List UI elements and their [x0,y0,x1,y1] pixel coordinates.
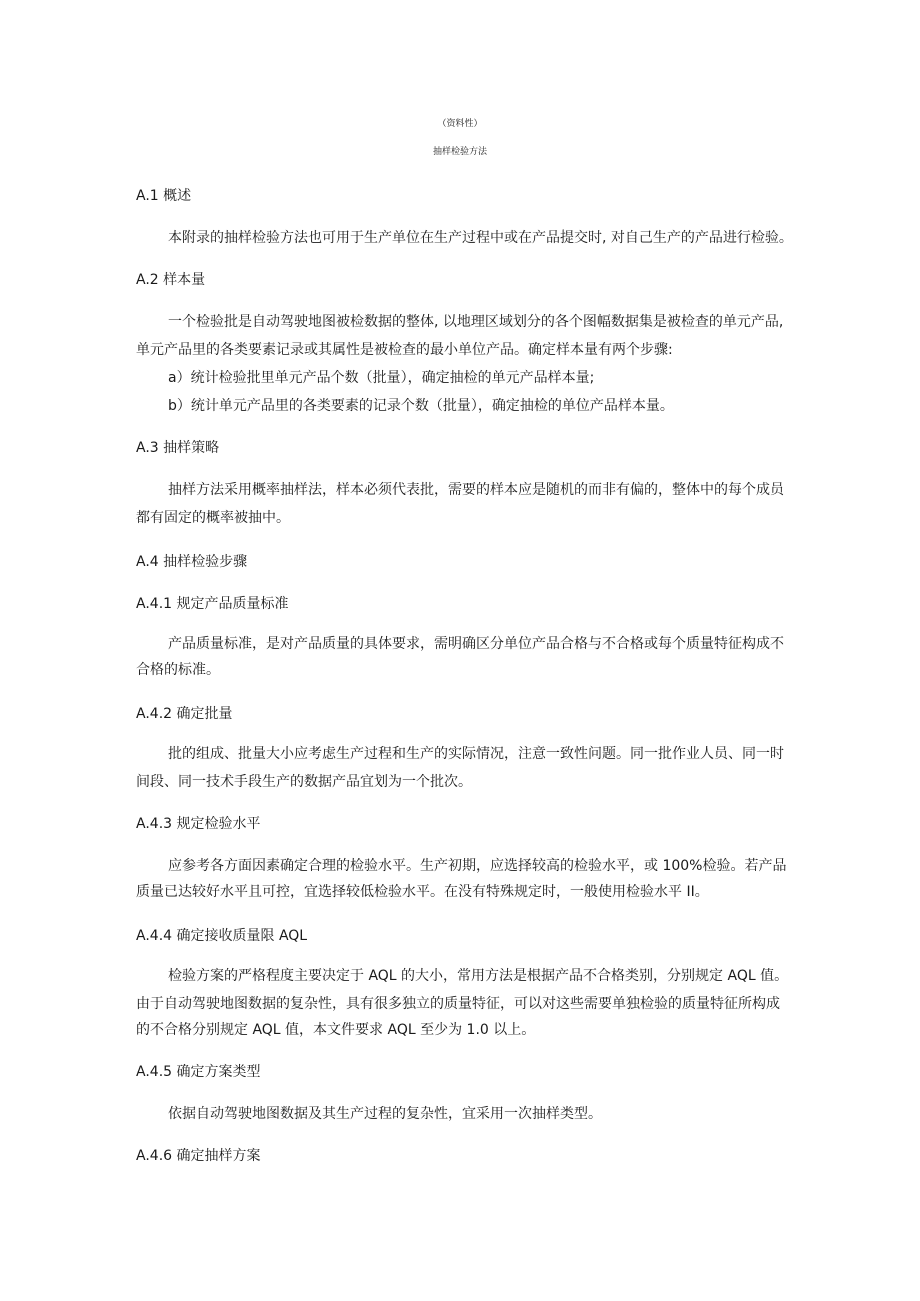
annex-title: 抽样检验方法 [432,147,487,157]
section-a42-paragraph-line-2: 间段、同一技术手段生产的数据产品宜划为一个批次。 [136,774,472,790]
section-a41-paragraph-line-2: 合格的标准。 [136,662,220,678]
section-a4-heading: A.4 抽样检验步骤 [136,554,248,570]
section-a2-paragraph-line-2: 单元产品里的各类要素记录或其属性是被检查的最小单位产品。确定样本量有两个步骤: [136,342,673,358]
section-a2-list-item-b: b）统计单元产品里的各类要素的记录个数（批量），确定抽检的单位产品样本量。 [168,398,674,414]
section-a2-list-item-a: a）统计检验批里单元产品个数（批量），确定抽检的单元产品样本量; [168,370,595,386]
section-a43-heading: A.4.3 规定检验水平 [136,816,261,832]
section-a44-paragraph-line-1: 检验方案的严格程度主要决定于 AQL 的大小，常用方法是根据产品不合格类别，分别规定 AQL 值。 [168,968,789,984]
section-a3-paragraph-line-1: 抽样方法采用概率抽样法，样本必须代表批，需要的样本应是随机的而非有偏的，整体中的每个成员 [168,482,784,498]
section-a3-paragraph-line-2: 都有固定的概率被抽中。 [136,510,290,526]
section-a2-heading: A.2 样本量 [136,272,206,288]
section-a1-paragraph: 本附录的抽样检验方法也可用于生产单位在生产过程中或在产品提交时, 对自己生产的产品进行检验。 [168,230,793,246]
section-a44-paragraph-line-3: 的不合格分别规定 AQL 值，本文件要求 AQL 至少为 1.0 以上。 [136,1022,536,1038]
section-a41-paragraph-line-1: 产品质量标准，是对产品质量的具体要求，需明确区分单位产品合格与不合格或每个质量特征构成不 [168,636,784,652]
section-a42-heading: A.4.2 确定批量 [136,706,233,722]
section-a44-heading: A.4.4 确定接收质量限 AQL [136,928,308,944]
section-a2-paragraph-line-1: 一个检验批是自动驾驶地图被检数据的整体, 以地理区域划分的各个图幅数据集是被检查的单元产品, [168,314,784,330]
section-a43-paragraph-line-1: 应参考各方面因素确定合理的检验水平。生产初期，应选择较高的检验水平，或 100%检验。若产品 [168,858,787,874]
section-a1-heading: A.1 概述 [136,188,192,204]
section-a44-paragraph-line-2: 由于自动驾驶地图数据的复杂性，具有很多独立的质量特征，可以对这些需要单独检验的质量特征所构成 [136,996,780,1012]
section-a43-paragraph-line-2: 质量已达较好水平且可控，宜选择较低检验水平。在没有特殊规定时，一般使用检验水平 II。 [136,884,709,900]
section-a45-heading: A.4.5 确定方案类型 [136,1064,261,1080]
section-a45-paragraph: 依据自动驾驶地图数据及其生产过程的复杂性，宜采用一次抽样类型。 [168,1106,602,1122]
section-a46-heading: A.4.6 确定抽样方案 [136,1148,261,1164]
section-a3-heading: A.3 抽样策略 [136,440,220,456]
section-a42-paragraph-line-1: 批的组成、批量大小应考虑生产过程和生产的实际情况，注意一致性问题。同一批作业人员、同一时 [168,746,784,762]
section-a41-heading: A.4.1 规定产品质量标准 [136,596,289,612]
annex-type: （资料性） [437,119,483,129]
